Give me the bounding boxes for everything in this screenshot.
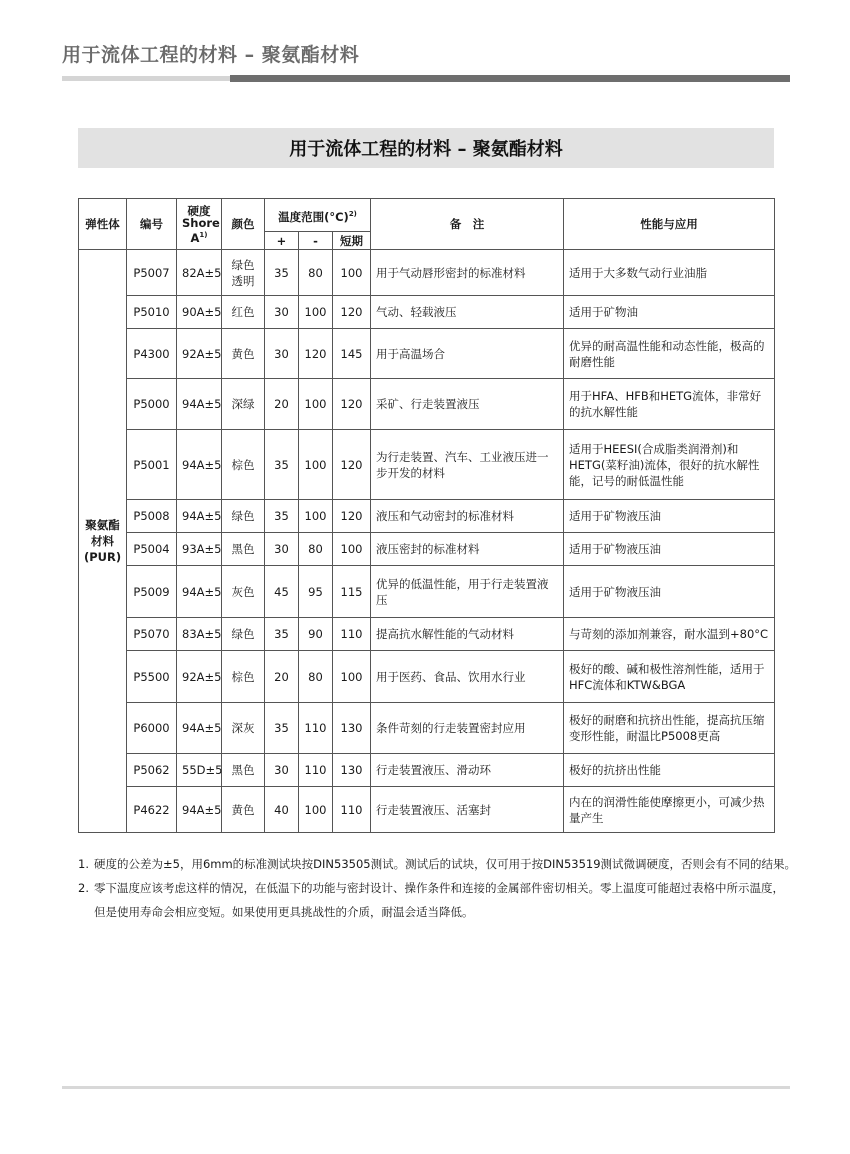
cell-color: 深绿 [222, 379, 265, 430]
hardness-line1: 硬度 [187, 203, 211, 218]
cell-hardness: 94A±5 [177, 500, 222, 533]
header-bar-light [62, 76, 230, 81]
cell-code: P5009 [127, 566, 177, 618]
cell-remarks: 用于气动唇形密封的标准材料 [371, 250, 564, 296]
table-row [79, 787, 775, 833]
cell-temp-plus: 35 [265, 250, 299, 296]
cell-temp-minus: 110 [299, 703, 333, 754]
table-row [79, 566, 775, 618]
table-row [79, 329, 775, 379]
cell-temp-short: 145 [333, 329, 371, 379]
col-header-code: 编号 [127, 199, 177, 250]
table-row [79, 533, 775, 566]
cell-temp-minus: 90 [299, 618, 333, 651]
footnote-number: 2. [78, 881, 89, 895]
cell-color: 深灰 [222, 703, 265, 754]
table-row [79, 296, 775, 329]
table-title: 用于流体工程的材料 – 聚氨酯材料 [78, 128, 774, 168]
hardness-line3: A [190, 230, 200, 245]
cell-temp-plus: 20 [265, 379, 299, 430]
cell-temp-plus: 35 [265, 430, 299, 500]
cell-performance: 优异的耐高温性能和动态性能，极高的耐磨性能 [564, 329, 775, 379]
cell-performance: 与苛刻的添加剂兼容，耐水温到+80°C [564, 618, 775, 651]
cell-code: P6000 [127, 703, 177, 754]
cell-remarks: 行走装置液压、活塞封 [371, 787, 564, 833]
cell-temp-plus: 20 [265, 651, 299, 703]
cell-temp-short: 100 [333, 651, 371, 703]
materials-table [78, 198, 775, 833]
cell-code: P5007 [127, 250, 177, 296]
cell-remarks: 用于高温场合 [371, 329, 564, 379]
cell-temp-plus: 40 [265, 787, 299, 833]
col-header-performance: 性能与应用 [564, 199, 775, 250]
cell-hardness: 55D±5 [177, 754, 222, 787]
cell-performance: 适用于矿物液压油 [564, 533, 775, 566]
table-row [79, 500, 775, 533]
footnote-line [78, 900, 798, 924]
cell-performance: 极好的酸、碱和极性溶剂性能，适用于HFC流体和KTW&BGA [564, 651, 775, 703]
cell-temp-short: 120 [333, 296, 371, 329]
col-header-temp-minus: - [299, 232, 333, 250]
cell-hardness: 93A±5 [177, 533, 222, 566]
col-header-temp-plus: + [265, 232, 299, 250]
hardness-footnote-mark: 1) [199, 230, 208, 239]
cell-remarks: 行走装置液压、滑动环 [371, 754, 564, 787]
table-row [79, 703, 775, 754]
cell-code: P5008 [127, 500, 177, 533]
cell-temp-short: 110 [333, 787, 371, 833]
cell-temp-minus: 95 [299, 566, 333, 618]
cell-performance: 适用于矿物液压油 [564, 566, 775, 618]
cell-temp-minus: 80 [299, 651, 333, 703]
cell-performance: 适用于矿物液压油 [564, 500, 775, 533]
cell-remarks: 液压密封的标准材料 [371, 533, 564, 566]
cell-temp-plus: 35 [265, 500, 299, 533]
cell-temp-short: 120 [333, 430, 371, 500]
cell-temp-short: 100 [333, 250, 371, 296]
cell-temp-plus: 30 [265, 296, 299, 329]
cell-remarks: 条件苛刻的行走装置密封应用 [371, 703, 564, 754]
cell-hardness: 94A±5 [177, 703, 222, 754]
cell-temp-minus: 100 [299, 430, 333, 500]
table-row [79, 618, 775, 651]
footer-line [62, 1086, 790, 1089]
cell-temp-short: 120 [333, 500, 371, 533]
cell-temp-minus: 100 [299, 787, 333, 833]
cell-temp-short: 120 [333, 379, 371, 430]
cell-performance: 适用于HEESI(合成脂类润滑剂)和HETG(菜籽油)流体，很好的抗水解性能，记号的耐低温性能 [564, 430, 775, 500]
footnote-text: 硬度的公差为±5，用6mm的标准测试块按DIN53505测试。测试后的试块，仅可用于按DIN53519测试微调硬度，否则会有不同的结果。 [94, 857, 797, 871]
cell-temp-plus: 30 [265, 533, 299, 566]
cell-color: 绿色 [222, 500, 265, 533]
cell-temp-short: 130 [333, 703, 371, 754]
cell-code: P4622 [127, 787, 177, 833]
cell-color: 绿色 透明 [222, 250, 265, 296]
cell-code: P5010 [127, 296, 177, 329]
cell-code: P5062 [127, 754, 177, 787]
cell-code: P4300 [127, 329, 177, 379]
cell-color: 棕色 [222, 651, 265, 703]
page-header-title: 用于流体工程的材料 – 聚氨酯材料 [62, 44, 360, 66]
cell-temp-short: 130 [333, 754, 371, 787]
table-row [79, 379, 775, 430]
cell-hardness: 94A±5 [177, 566, 222, 618]
cell-remarks: 优异的低温性能，用于行走装置液压 [371, 566, 564, 618]
footnote-text: 但是使用寿命会相应变短。如果使用更具挑战性的介质，耐温会适当降低。 [94, 905, 474, 919]
cell-temp-short: 115 [333, 566, 371, 618]
hardness-line2: Shore [182, 215, 220, 230]
cell-hardness: 90A±5 [177, 296, 222, 329]
footnote-text: 零下温度应该考虑这样的情况，在低温下的功能与密封设计、操作条件和连接的金属部件密切相关。零上温度可能超过表格中所示温度， [94, 881, 784, 895]
cell-performance: 适用于矿物油 [564, 296, 775, 329]
footnote-line [78, 852, 798, 876]
cell-temp-minus: 120 [299, 329, 333, 379]
cell-hardness: 94A±5 [177, 787, 222, 833]
cell-performance: 内在的润滑性能使摩擦更小，可减少热量产生 [564, 787, 775, 833]
cell-color: 棕色 [222, 430, 265, 500]
cell-temp-minus: 80 [299, 250, 333, 296]
cell-remarks: 液压和气动密封的标准材料 [371, 500, 564, 533]
elastomer-group-label [79, 250, 127, 833]
cell-hardness: 92A±5 [177, 329, 222, 379]
cell-color: 绿色 [222, 618, 265, 651]
cell-hardness: 92A±5 [177, 651, 222, 703]
col-header-color: 颜色 [222, 199, 265, 250]
cell-temp-short: 110 [333, 618, 371, 651]
header-bar-dark [230, 75, 790, 82]
cell-remarks: 气动、轻载液压 [371, 296, 564, 329]
cell-temp-short: 100 [333, 533, 371, 566]
cell-remarks: 采矿、行走装置液压 [371, 379, 564, 430]
group-label-line3: (PUR) [84, 550, 122, 564]
cell-performance: 用于HFA、HFB和HETG流体，非常好的抗水解性能 [564, 379, 775, 430]
cell-temp-plus: 35 [265, 618, 299, 651]
cell-color: 黄色 [222, 329, 265, 379]
cell-temp-plus: 35 [265, 703, 299, 754]
cell-hardness: 94A±5 [177, 379, 222, 430]
cell-remarks: 为行走装置、汽车、工业液压进一步开发的材料 [371, 430, 564, 500]
table-row [79, 651, 775, 703]
table-row [79, 754, 775, 787]
table-row [79, 430, 775, 500]
cell-remarks: 用于医药、食品、饮用水行业 [371, 651, 564, 703]
cell-code: P5500 [127, 651, 177, 703]
cell-code: P5070 [127, 618, 177, 651]
footnote-number: 1. [78, 857, 89, 871]
col-header-temp-range: 温度范围$(^\circ C)^{2)}$ [265, 199, 371, 232]
cell-performance: 适用于大多数气动行业油脂 [564, 250, 775, 296]
cell-hardness: 82A±5 [177, 250, 222, 296]
cell-color: 黄色 [222, 787, 265, 833]
cell-code: P5001 [127, 430, 177, 500]
cell-hardness: 83A±5 [177, 618, 222, 651]
cell-temp-minus: 100 [299, 500, 333, 533]
col-header-hardness [177, 199, 222, 250]
cell-code: P5004 [127, 533, 177, 566]
table-row [79, 250, 775, 296]
cell-temp-minus: 110 [299, 754, 333, 787]
cell-temp-plus: 30 [265, 329, 299, 379]
cell-temp-plus: 45 [265, 566, 299, 618]
cell-color: 红色 [222, 296, 265, 329]
cell-hardness: 94A±5 [177, 430, 222, 500]
cell-color: 黑色 [222, 533, 265, 566]
footnote-line [78, 876, 798, 900]
cell-performance: 极好的抗挤出性能 [564, 754, 775, 787]
cell-color: 灰色 [222, 566, 265, 618]
group-label-line1: 聚氨酯 [85, 518, 120, 532]
cell-remarks: 提高抗水解性能的气动材料 [371, 618, 564, 651]
col-header-remarks: 备 注 [371, 199, 564, 250]
cell-temp-minus: 100 [299, 379, 333, 430]
footnotes [78, 852, 798, 924]
cell-temp-plus: 30 [265, 754, 299, 787]
cell-temp-minus: 80 [299, 533, 333, 566]
cell-temp-minus: 100 [299, 296, 333, 329]
cell-code: P5000 [127, 379, 177, 430]
col-header-temp-short: 短期 [333, 232, 371, 250]
col-header-elastomer: 弹性体 [79, 199, 127, 250]
temp-footnote-mark: 2) [348, 209, 357, 218]
cell-performance: 极好的耐磨和抗挤出性能，提高抗压缩变形性能，耐温比P5008更高 [564, 703, 775, 754]
cell-color: 黑色 [222, 754, 265, 787]
group-label-line2: 材料 [91, 534, 114, 548]
